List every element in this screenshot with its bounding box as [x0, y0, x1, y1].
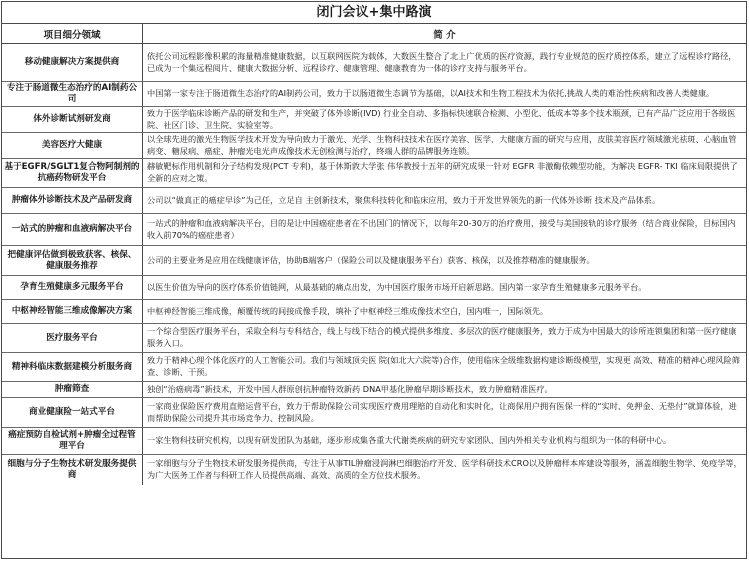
intro-cell: 中枢神经智能三维成像，颠覆传统的间接成像手段，填补了中枢神经三维成像技术空白，国内唯一，国际领先。 [147, 305, 549, 316]
table-row [2, 214, 746, 246]
field-cell: 精神科临床数据建模分析服务商 [2, 353, 143, 381]
intro-cell: 依托公司远程影像积累的海量精准健康数据，以互联网医院为载体，大数医生整合了北上广优质的医疗资源，践行专业规范的医疗质控体系，建立了远程诊疗路径，已成为一个集远程阅片、健康大数据分析、远程诊疗、健康管理、健康教育为一体的诊疗支持与服务平台。 [147, 50, 737, 73]
intro-cell: 一家商业保险医疗费用直赔运营平台，致力于帮助保险公司实现医疗费用理赔的自动化和实时化，让商保用户拥有医保一样的“实时、免押金、无垫付”就算体验，进而帮助保险公司提升其市场竞争力、控制风险。 [147, 400, 737, 423]
intro-cell: 一个综合型医疗服务平台，采取全科与专科结合，线上与线下结合的模式提供多维度、多层次的医疗健康服务，致力于成为中国最大的诊所连锁集团和第一医疗健康服务入口。 [147, 326, 737, 348]
field-cell: 美容医疗大健康 [2, 133, 143, 158]
table-row [2, 246, 746, 276]
field-cell: 把健康评估做到极致获客、核保、健康服务推荐 [2, 246, 143, 275]
intro-cell: 以全球先进的激光生物医学技术开发为导向致力于激光、光学、生物科技技术在医疗美容、医学、大健康方面的研究与应用，皮肤美容医疗领域激光祛斑、心脑血管病变、糖尿病、癌症、肿瘤光电光声成像技术无创检测与治疗，终端人群的品牌服务连锁。 [147, 133, 737, 156]
table-row [2, 300, 746, 324]
intro-cell: 一家生物科技研究机构，以现有研发团队为基础，逐步形成集各重大代谢类疾病的研究专家团队、国内外相关专业机构与组织为一体的科研中心。 [147, 435, 672, 446]
intro-cell: 中国第一家专注于肠道微生态治疗的AI制药公司，致力于以肠道微生态调节为基础，以AI技术和生物工程技术为依托,挑战人类的难治性疾病和改善人类健康。 [147, 88, 715, 99]
header-intro-cell: 简 介 [433, 29, 456, 41]
table-row [2, 44, 746, 82]
intro-cell: 公司的主要业务是应用在线健康评估，协助B端客户（保险公司以及健康服务平台）获客、核保，以及推荐精准的健康服务。 [147, 254, 595, 265]
field-cell: 体外诊断试剂研发商 [2, 107, 143, 132]
intro-cell: 公司以“做真正的癌症早诊”为己任，立足自 主创新技术，聚焦科技转化和临床应用，致力于开发世界领先的新一代体外诊断 技术及产品体系。 [147, 194, 661, 205]
table-row [2, 133, 746, 159]
table-row [2, 324, 746, 353]
intro-cell: 独创“治癌病毒”新技术，开发中国人群原创抗肿瘤特效新药 DNA甲基化肿瘤早期诊断技术，致力肿瘤精准医疗。 [147, 383, 553, 394]
table-row [2, 159, 746, 188]
intro-cell: 致力于医学临床诊断产品的研发和生产，并突破了体外诊断(IVD) 行业全自动、多指标快速联合检测、小型化、低成本等多个技术瓶颈，已有产品广泛应用于各级医院、社区门诊、卫生院、实验室等。 [147, 107, 736, 130]
field-cell: 商业健康险一站式平台 [2, 398, 143, 427]
intro-cell: 一家细胞与分子生物技术研发服务提供商，专注于从事TIL肿瘤浸润淋巴细胞治疗开发、医学科研技术CRO以及肿瘤样本库建设等服务，涵盖细胞生物学、免疫学等，为广大医务工作者与科研工作人员提供高端、高效、高质的全方位技术服务。 [147, 458, 742, 480]
table-title: 闭门会议+集中路演 [2, 2, 746, 24]
field-cell: 癌症预防自检试剂+肿瘤全过程管理平台 [2, 428, 143, 454]
table-row [2, 353, 746, 382]
header-field-cell: 项目细分领域 [2, 24, 143, 43]
table-row [2, 188, 746, 214]
field-cell: 细胞与分子生物技术研发服务提供商 [2, 455, 143, 485]
intro-cell: 赫敏靶标作用机制和分子结构发现(PCT 专利)，基于休斯敦大学张 伟华教授十五年的研究成果一针对 EGFR 非激酶依赖型功能，为解决 EGFR- TKI 临床局限提供了全新的应对之策。 [147, 161, 738, 183]
table-body [2, 44, 746, 485]
field-cell: 肿瘤筛查 [2, 382, 143, 397]
field-cell: 中枢神经智能三维成像解决方案 [2, 300, 143, 323]
field-cell: 移动健康解决方案提供商 [2, 44, 143, 81]
table-row [2, 382, 746, 398]
field-cell: 专注于肠道微生态治疗的AI制药公司 [2, 82, 143, 106]
intro-cell: 致力于精神心理个体化医疗的人工智能公司。我们与领域顶尖医 院(如北大六院等)合作，使用临床全级维数据构建诊断级模型，实现更 高效、精准的精神心理风险筛查、诊断、干预。 [147, 355, 740, 377]
table-header-row [2, 24, 746, 44]
table-row [2, 455, 746, 485]
intro-cell: 一站式的肿瘤和血液病解决平台，目的是让中国癌症患者在不出国门的情况下，以每年20-30万的治疗费用，接受与美国接轨的诊疗服务（结合商业保险，目标国内收入前70%的癌症患者） [147, 217, 736, 240]
table-row [2, 107, 746, 133]
table-row [2, 398, 746, 428]
field-cell: 肿瘤体外诊断技术及产品研发商 [2, 188, 143, 213]
table-row [2, 428, 746, 455]
intro-table [1, 1, 747, 559]
field-cell: 一站式的肿瘤和血液病解决平台 [2, 214, 143, 245]
table-row [2, 276, 746, 300]
field-cell: 孕育生殖健康多元服务平台 [2, 276, 143, 299]
table-row [2, 82, 746, 107]
field-cell: 医疗服务平台 [2, 324, 143, 352]
intro-cell: 以医生价值为导向的医疗体系价值链网，从最基础的痛点出发，为中国医疗服务市场开启新思路。国内第一家孕育生殖健康多元服务平台。 [147, 281, 647, 292]
field-cell: 基于EGFR/SGLT1复合物阿制剂的抗癌药物研发平台 [2, 159, 143, 187]
